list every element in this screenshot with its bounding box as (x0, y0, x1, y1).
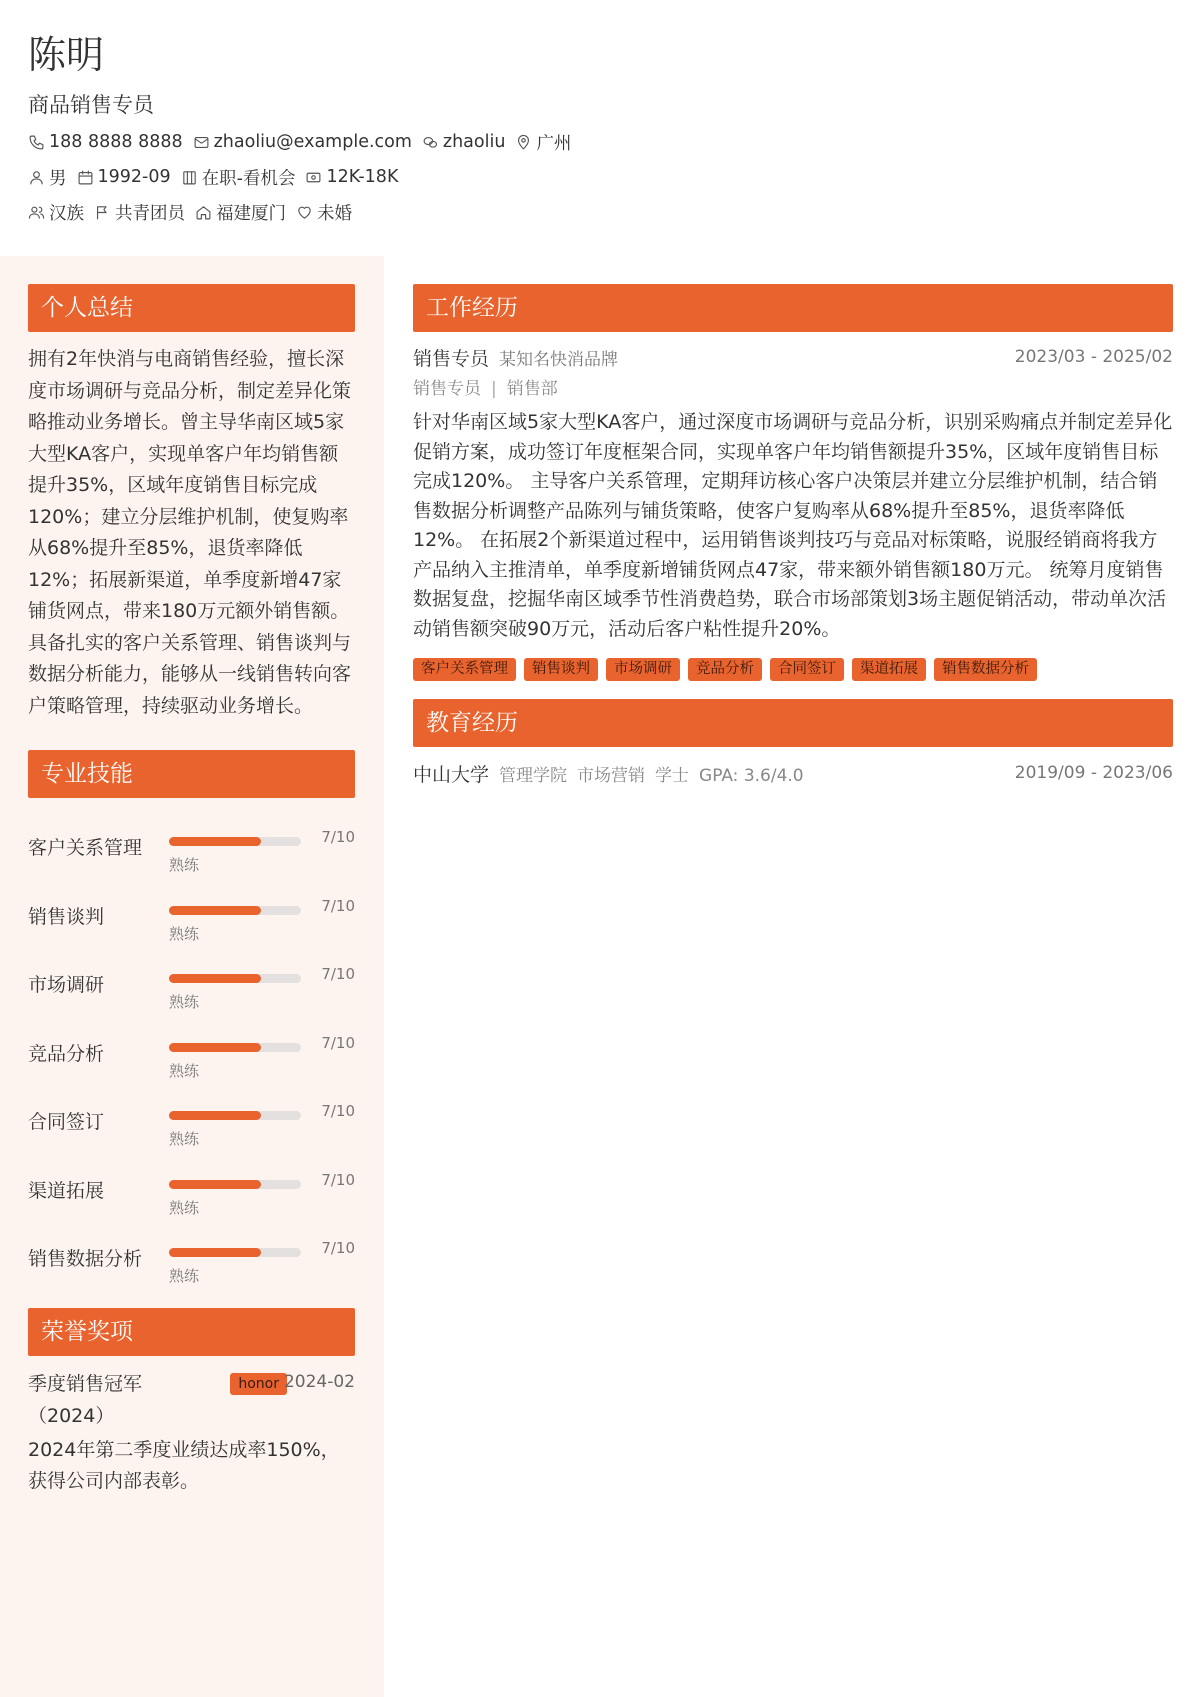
skill-bar-fill (169, 837, 261, 846)
work-heading: 工作经历 (413, 284, 1173, 332)
skill-score: 7/10 (321, 1102, 355, 1120)
skill-name: 竞品分析 (28, 1042, 105, 1065)
honors-heading: 荣誉奖项 (28, 1308, 355, 1356)
skill-bar-fill (169, 1043, 261, 1052)
wechat-icon (422, 134, 439, 151)
skill-level: 熟练 (169, 924, 200, 943)
skill-bar (169, 1248, 301, 1257)
users-icon (28, 204, 45, 221)
skill-tag: 销售数据分析 (934, 658, 1037, 681)
major-name: 市场营销 (577, 766, 646, 786)
college-name: 管理学院 (499, 766, 568, 786)
skill-score: 7/10 (321, 1170, 355, 1189)
ethnicity-text: 汉族 (49, 203, 84, 224)
skill-level: 熟练 (169, 993, 200, 1011)
skill-level: 熟练 (169, 856, 200, 874)
right-column (413, 284, 1173, 790)
skill-item (28, 1209, 355, 1285)
building-icon (181, 169, 198, 186)
job-target: 商品销售专员 (28, 93, 154, 117)
skill-name: 渠道拓展 (28, 1179, 105, 1202)
personal-row (28, 164, 1168, 190)
summary-heading: 个人总结 (28, 284, 355, 332)
separator: | (491, 379, 497, 399)
wechat-text: zhaoliu (442, 132, 506, 152)
skill-item (28, 1141, 355, 1217)
gender-item (28, 165, 67, 190)
skill-tag: 客户关系管理 (413, 658, 516, 681)
city-text: 广州 (536, 133, 572, 154)
job-company: 某知名快消品牌 (499, 350, 619, 370)
job-subline (413, 374, 1173, 404)
skill-bar (169, 1111, 301, 1120)
summary-text: 拥有2年快消与电商销售经验，擅长深度市场调研与竞品分析，制定差异化策略推动业务增长。曾主导华南区域5家大型KA客户，实现单客户年均销售额提升35%，区域年度销售目标完成120%；建立分层维护机制，使复购率从68%提升至85%，退货率降低12%；拓展新渠道，单季度新增47家铺货网点，带来180万元额外销售额。具备扎实的客户关系管理、销售谈判与数据分析能力，能够从一线销售转向客户策略管理，持续驱动业务增长。 (28, 348, 352, 717)
birth-item (77, 167, 171, 187)
email-text: zhaoliu@example.com (213, 132, 412, 152)
skill-item (28, 867, 355, 943)
honor-description: 2024年第二季度业绩达成率150%，获得公司内部表彰。 (28, 1438, 340, 1492)
candidate-name: 陈明 (28, 33, 105, 77)
skill-name: 销售谈判 (28, 905, 105, 928)
education-item (413, 760, 1173, 790)
resume-header (28, 28, 1168, 225)
salary-text: 12K-18K (326, 167, 399, 187)
heart-icon (296, 204, 313, 221)
education-heading: 教育经历 (413, 699, 1173, 747)
work-section (413, 284, 1173, 681)
skill-bar (169, 1043, 301, 1052)
degree-name: 学士 (655, 766, 690, 786)
education-section (413, 699, 1173, 790)
skills-list (28, 798, 355, 1285)
summary-section (28, 284, 355, 722)
job-description: 针对华南区域5家大型KA客户，通过深度市场调研与竞品分析，识别采购痛点并制定差异化促销方案，成功签订年度框架合同，实现单客户年均销售额提升35%，区域年度销售目标完成120%。 主导客户关系管理，定期拜访核心客户决策层并建立分层维护机制，结合销售数据分析调整产品陈列与铺货策略，使客户复购率从68%提升至85%，退货率降低12%。 在拓展2个新渠道过程中，运用销售谈判技巧与竞品对标策略，说服经销商将我方产品纳入主推清单，单季度新增铺货网点47家，带来额外销售额180万元。 统筹月度销售数据复盘，挖掘华南区域季节性消费趋势，联合市场部策划3场主题促销活动，带动单次活动销售额突破90万元，活动后客户粘性提升20%。 (413, 411, 1173, 640)
skill-level: 熟练 (169, 1130, 200, 1148)
skill-item (28, 1072, 355, 1148)
skill-tag: 合同签订 (770, 658, 844, 681)
skill-tag: 市场调研 (606, 658, 680, 681)
calendar-icon (77, 169, 94, 186)
skill-bar-fill (169, 1180, 261, 1189)
skill-tags (413, 658, 1173, 681)
skill-score: 7/10 (321, 965, 355, 983)
skill-bar (169, 906, 301, 915)
skill-bar (169, 1180, 301, 1189)
skill-bar-fill (169, 1111, 261, 1120)
skills-heading: 专业技能 (28, 750, 355, 798)
home-icon (195, 204, 212, 221)
left-column (28, 284, 355, 1497)
skill-bar-fill (169, 906, 261, 915)
skill-level: 熟练 (169, 1198, 200, 1217)
job-date: 2023/03 - 2025/02 (1014, 347, 1173, 367)
politics-text: 共青团员 (115, 203, 185, 224)
skill-tag: 销售谈判 (524, 658, 598, 681)
city-item (515, 130, 571, 155)
status-text: 在职-看机会 (201, 168, 296, 189)
mail-icon (193, 134, 210, 151)
skill-score: 7/10 (321, 828, 355, 846)
honor-item (28, 1368, 355, 1497)
politics-item (94, 200, 185, 225)
skill-tag: 渠道拓展 (852, 658, 926, 681)
honors-section (28, 1308, 355, 1497)
skill-bar (169, 837, 301, 846)
skill-name: 客户关系管理 (28, 837, 143, 859)
phone-text: 188 8888 8888 (49, 132, 183, 152)
skills-section (28, 750, 355, 1285)
salary-item (305, 167, 398, 187)
skill-item (28, 798, 355, 874)
skill-bar-fill (169, 974, 261, 983)
skill-level: 熟练 (169, 1267, 200, 1285)
phone-icon (28, 134, 45, 151)
skill-item (28, 935, 355, 1011)
gpa-text: GPA: 3.6/4.0 (699, 766, 804, 786)
skill-tag: 竞品分析 (688, 658, 762, 681)
email-item (193, 132, 412, 152)
money-icon (305, 169, 322, 186)
wechat-item (422, 132, 506, 152)
job-position: 销售专员 (413, 348, 490, 370)
job-department: 销售部 (506, 379, 558, 399)
skill-name: 销售数据分析 (28, 1248, 143, 1270)
phone-item (28, 132, 183, 152)
status-item (181, 165, 296, 190)
ethnicity-item (28, 200, 84, 225)
skill-item (28, 1004, 355, 1080)
hometown-text: 福建厦门 (216, 203, 286, 224)
gender-text: 男 (49, 168, 67, 189)
school-name: 中山大学 (413, 764, 490, 786)
skill-score: 7/10 (321, 896, 355, 915)
contact-row (28, 129, 1168, 155)
skill-score: 7/10 (321, 1239, 355, 1257)
job-role: 销售专员 (413, 379, 481, 399)
birth-text: 1992-09 (97, 167, 171, 187)
skill-score: 7/10 (321, 1033, 355, 1052)
honor-title: 季度销售冠军（2024） (28, 1372, 143, 1427)
skill-level: 熟练 (169, 1061, 200, 1080)
marital-item (296, 200, 352, 225)
education-date: 2019/09 - 2023/06 (1014, 763, 1173, 783)
skill-bar (169, 974, 301, 983)
skill-bar-fill (169, 1248, 261, 1257)
work-item (413, 344, 1173, 681)
skill-name: 合同签订 (28, 1111, 105, 1133)
location-pin-icon (515, 134, 532, 151)
skill-name: 市场调研 (28, 974, 105, 996)
job-header (413, 344, 1173, 374)
hometown-item (195, 200, 286, 225)
background-row (28, 199, 1168, 225)
honor-badge: honor (230, 1373, 287, 1395)
flag-icon (94, 204, 111, 221)
marital-text: 未婚 (317, 203, 352, 224)
honor-date: 2024-02 (283, 1371, 355, 1392)
user-icon (28, 169, 45, 186)
